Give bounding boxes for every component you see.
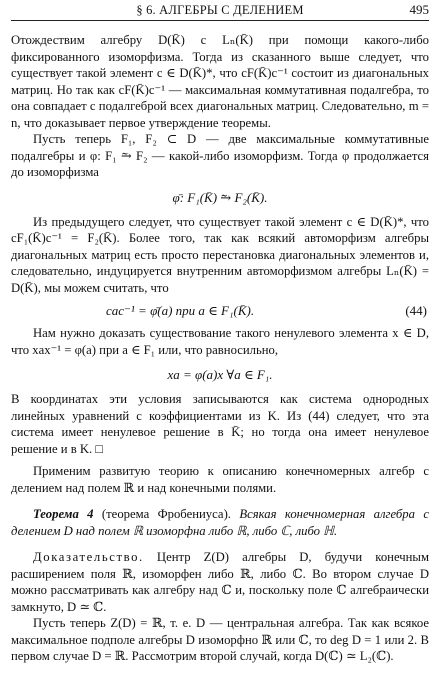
equation-44	[11, 302, 429, 319]
paragraph-6: Применим развитую теорию к описанию конечномерных алгебр с делением над полем ℝ и над конечными полями.	[11, 464, 429, 495]
paragraph-3: Из предыдущего следует, что существует такой элемент c ∈ D(K̄)*, что cF₁(K̄)c⁻¹ = F₂(K̄). Более того, так как всякий автоморфизм алгебры диагональных матриц есть просто перестановка диагональных элементов и, следовательно, индуцируется внутренним автоморфизмом алгебры Lₙ(K̄) = D(K̄), мы можем считать, что	[11, 214, 429, 295]
paragraph-4: Нам нужно доказать существование такого ненулевого элемента x ∈ D, что xax⁻¹ = φ(a) при a ∈ F₁ или, что равносильно,	[11, 326, 429, 357]
theorem-4-name: Теорема 4	[33, 507, 94, 521]
theorem-4-note: (теорема Фробениуса).	[93, 507, 240, 521]
running-header	[11, 0, 429, 21]
equation-44-body: cac⁻¹ = φ̄(a) при a ∈ F₁(K̄).	[106, 303, 255, 318]
theorem-4-statement: Всякая конечномерная алгебра с делением D над полем ℝ изоморфна либо ℝ, либо ℂ, либо ℍ.	[11, 507, 430, 538]
proof-paragraph	[11, 549, 429, 615]
proof-label: Доказательство.	[33, 550, 144, 564]
theorem-4	[11, 506, 429, 539]
equation-44-number: (44)	[405, 303, 427, 318]
formula-xa: xa = φ(a)x ∀a ∈ F₁.	[167, 367, 273, 382]
page-body	[11, 32, 429, 665]
paragraph-2: Пусть теперь F₁, F₂ ⊂ D — две максимальные коммутативные подалгебры и φ: F₁ ⥲ F₂ — какой-либо изоморфизм. Тогда φ продолжается до изоморфизма	[11, 132, 429, 179]
section-title: § 6. АЛГЕБРЫ С ДЕЛЕНИЕМ	[136, 3, 304, 17]
formula-phi-extension: φ̄: F₁(K̄) ⥲ F₂(K̄).	[172, 189, 268, 205]
paragraph-1: Отождествим алгебру D(K̄) с Lₙ(K̄) при помощи какого-либо фиксированного изоморфизма. Тогда из сказанного выше следует, что существует такой элемент c ∈ D(K̄)*, что cF(K̄)c⁻¹ состоит из диагональных матриц. Но так как cF(K̄)c⁻¹ — максимальная коммутативная подалгебра, то она совпадает с подалгеброй всех диагональных матриц. Следовательно, m = n, что доказывает первое утверждение теоремы.	[11, 33, 429, 130]
page-number: 495	[409, 2, 429, 17]
proof-text: Центр Z(D) алгебры D, будучи конечным расширением поля ℝ, изоморфен либо ℝ, либо ℂ. Во втором случае D можно рассматривать как алгебру над ℂ и, поскольку поле ℂ алгебраически замкнуто, D ≃ ℂ.	[11, 550, 429, 614]
paragraph-8: Пусть теперь Z(D) = ℝ, т. е. D — центральная алгебра. Так как всякое максимальное подполе алгебры D изоморфно ℝ или ℂ, то deg D = 1 или 2. В первом случае D = ℝ. Рассмотрим второй случай, когда D(ℂ) ≃ L₂(ℂ).	[11, 616, 429, 663]
paragraph-5: В координатах эти условия записываются как система однородных линейных уравнений с коэффициентами из K. Из (44) следует, что эта система имеет ненулевое решение в K̄; но тогда она имеет ненулевое решение и в K. □	[11, 392, 429, 456]
